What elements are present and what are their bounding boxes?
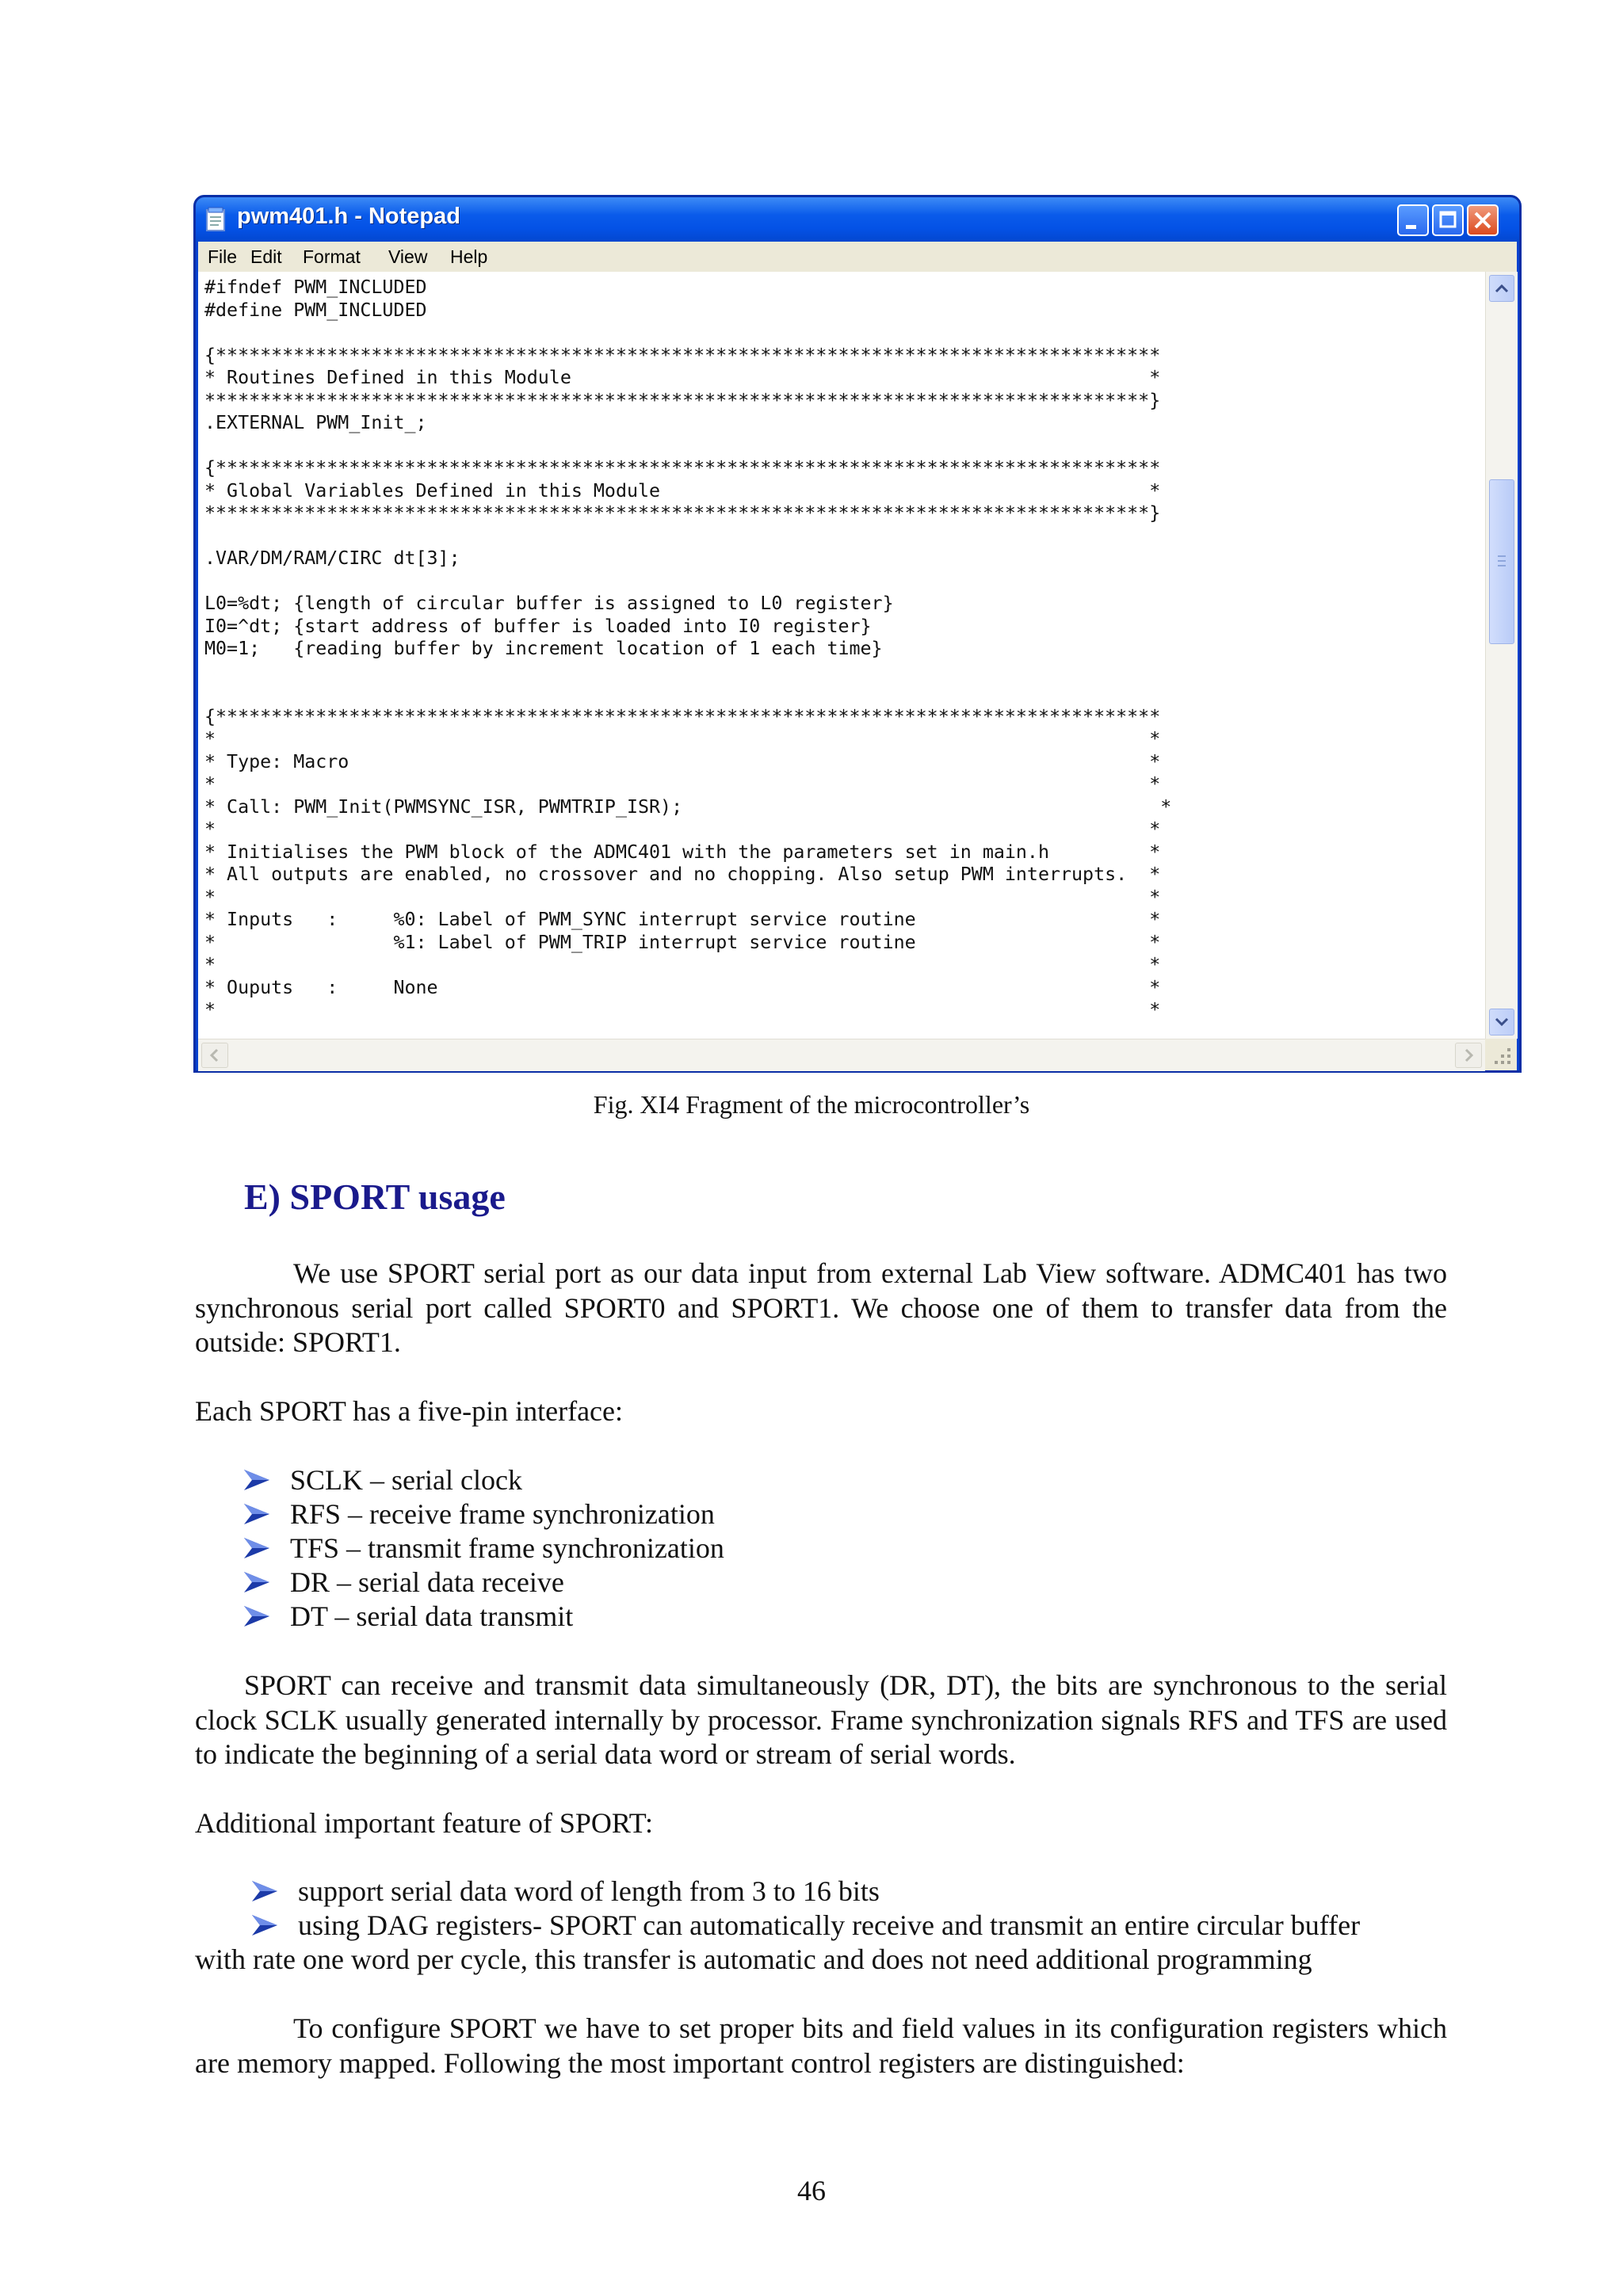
feature-continuation: with rate one word per cycle, this transfer is automatic and does not need additional programming	[195, 1943, 1312, 1975]
arrow-bullet-icon	[250, 1913, 279, 1937]
minimize-button[interactable]	[1397, 204, 1429, 236]
arrow-bullet-icon	[242, 1570, 271, 1594]
scroll-right-button[interactable]	[1455, 1043, 1482, 1068]
arrow-bullet-icon	[242, 1604, 271, 1628]
paragraph-configuration: To configure SPORT we have to set proper bits and field values in its configuration registers which are memory mapped. Following the most important control registers are distinguished:	[195, 2012, 1447, 2079]
pin-item-label: DT – serial data transmit	[290, 1600, 574, 1632]
menu-bar	[198, 242, 1517, 273]
close-icon	[1468, 206, 1497, 235]
feature-item-label: using DAG registers- SPORT can automatically receive and transmit an entire circular buffer	[298, 1909, 1361, 1941]
vertical-scrollbar[interactable]	[1485, 272, 1518, 1039]
paragraph-sport-intro: We use SPORT serial port as our data input from external Lab View software. ADMC401 has two synchronous serial port called SPORT0 and SPORT1. We choose one of them to transfer data from the outside: SPORT1.	[195, 1257, 1447, 1358]
paragraph-additional-features: Additional important feature of SPORT:	[195, 1807, 653, 1839]
chevron-right-icon	[1456, 1043, 1481, 1067]
chevron-down-icon	[1490, 1009, 1514, 1035]
window-title: pwm401.h - Notepad	[237, 204, 460, 229]
menu-format[interactable]: Format	[303, 246, 361, 267]
paragraph-sport-operation: SPORT can receive and transmit data simultaneously (DR, DT), the bits are synchronous to the serial clock SCLK usually generated internally by processor. Frame synchronization signals RFS and TFS are used to indicate the beginning of a serial data word or stream of serial words.	[195, 1669, 1447, 1770]
scroll-up-button[interactable]	[1489, 275, 1514, 302]
notepad-icon	[205, 207, 227, 232]
feature-item-label: support serial data word of length from 3 to 16 bits	[298, 1875, 880, 1907]
menu-edit[interactable]: Edit	[250, 246, 282, 267]
pin-item-label: RFS – receive frame synchronization	[290, 1498, 715, 1530]
minimize-icon	[1399, 206, 1427, 235]
horizontal-scrollbar[interactable]	[198, 1039, 1485, 1071]
resize-grip-icon	[1485, 1039, 1517, 1070]
title-bar[interactable]	[196, 197, 1519, 242]
scroll-thumb[interactable]	[1489, 479, 1514, 644]
section-heading: E) SPORT usage	[244, 1177, 506, 1217]
pin-item-label: SCLK – serial clock	[290, 1464, 522, 1496]
scroll-left-button[interactable]	[201, 1043, 228, 1068]
chevron-up-icon	[1490, 276, 1514, 301]
notepad-window	[193, 195, 1522, 1073]
maximize-button[interactable]	[1432, 204, 1464, 236]
code-text: #ifndef PWM_INCLUDED #define PWM_INCLUDED {************************************************************************************* * Routines Defined in this Module * *************************************************************************************} .EXTERNAL PWM_Init_; {************************************************************************************* * Global Variables Defined in this Module * *************************************************************************************} .VAR/DM/RAM/CIRC dt[3]; L0=%dt; {length of circular buffer is assigned to L0 register} I0=^dt; {start address of buffer is loaded into I0 register} M0=1; {reading buffer by increment location of 1 each time} {************************************************************************************* * * * Type: Macro * * * * Call: PWM_Init(PWMSYNC_ISR, PWMTRIP_ISR); * * * * Initialises the PWM block of the ADMC401 with the parameters set in main.h * * All outputs are enabled, no crossover and no chopping. Also setup PWM interrupts. * * * * Inputs : %0: Label of PWM_SYNC interrupt service routine * * %1: Label of PWM_TRIP interrupt service routine * * * * Ouputs : None * * *	[204, 277, 1172, 1020]
menu-file[interactable]: File	[208, 246, 238, 267]
arrow-bullet-icon	[242, 1502, 271, 1526]
chevron-left-icon	[202, 1043, 227, 1067]
close-button[interactable]	[1467, 204, 1499, 236]
figure-caption: Fig. XI4 Fragment of the microcontroller’s	[593, 1090, 1030, 1119]
scroll-down-button[interactable]	[1489, 1009, 1514, 1035]
arrow-bullet-icon	[242, 1468, 271, 1492]
page-number: 46	[797, 2175, 826, 2206]
grip-icon	[1490, 480, 1514, 643]
resize-grip[interactable]	[1485, 1039, 1517, 1070]
arrow-bullet-icon	[242, 1536, 271, 1560]
menu-view[interactable]: View	[388, 246, 428, 267]
pin-item-label: DR – serial data receive	[290, 1566, 564, 1598]
paragraph-interface: Each SPORT has a five-pin interface:	[195, 1395, 623, 1427]
text-editor-area[interactable]	[198, 272, 1485, 1039]
arrow-bullet-icon	[250, 1879, 279, 1903]
menu-help[interactable]: Help	[450, 246, 488, 267]
maximize-icon	[1434, 206, 1462, 235]
pin-item-label: TFS – transmit frame synchronization	[290, 1532, 724, 1564]
